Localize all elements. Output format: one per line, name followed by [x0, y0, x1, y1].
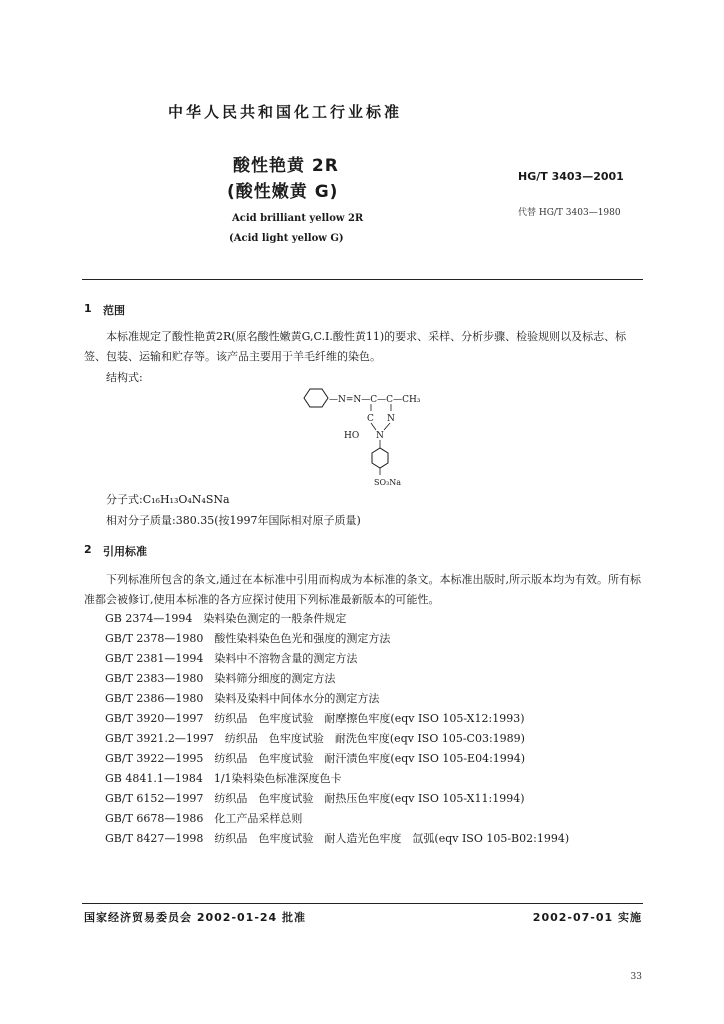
org-title: 中华人民共和国化工行业标准	[168, 103, 403, 121]
reference-item: GB 2374—1994 染料染色测定的一般条件规定	[105, 612, 347, 625]
section1-paragraph: 本标准规定了酸性艳黄2R(原名酸性嫩黄G,C.I.酸性黄11)的要求、采样、分析步骤、检验规则以及标志、标签、包装、运输和贮存等。该产品主要用于羊毛纤维的染色。	[84, 330, 627, 363]
benzene-ring-lower	[372, 448, 388, 468]
standard-code: HG/T 3403—2001	[518, 170, 624, 183]
cn-title-line1: 酸性艳黄 2R	[233, 156, 339, 176]
page-number: 33	[630, 972, 642, 982]
implementation-date: 2002-07-01 实施	[532, 911, 642, 924]
sulfonate-group: SO₃Na	[374, 478, 402, 487]
benzene-ring-left	[304, 389, 328, 407]
molecular-mass: 相对分子质量:380.35(按1997年国际相对原子质量)	[106, 514, 361, 527]
replaces-note: 代替 HG/T 3403—1980	[518, 208, 621, 218]
hydroxyl: HO	[344, 431, 360, 441]
bond-4	[384, 423, 390, 430]
reference-item: GB/T 2378—1980 酸性染料染色色光和强度的测定方法	[105, 632, 391, 645]
section1-number: 1	[84, 302, 92, 315]
ring-nitrogen-2: N	[376, 431, 384, 441]
reference-item: GB/T 3922—1995 纺织品 色牢度试验 耐汗渍色牢度(eqv ISO 105-E04:1994)	[105, 752, 526, 765]
reference-item: GB/T 2386—1980 染料及染料中间体水分的测定方法	[105, 692, 380, 705]
structural-formula	[296, 384, 466, 494]
header-rule	[82, 279, 643, 280]
reference-item: GB/T 2383—1980 染料筛分细度的测定方法	[105, 672, 336, 685]
en-title-line1: Acid brilliant yellow 2R	[232, 213, 364, 224]
footer-rule	[82, 903, 643, 904]
reference-item: GB/T 6678—1986 化工产品采样总则	[105, 812, 303, 825]
section2-number: 2	[84, 543, 92, 556]
structure-label: 结构式:	[106, 371, 143, 384]
bond-3	[371, 423, 376, 430]
ring-carbon: C	[367, 414, 374, 424]
reference-item: GB 4841.1—1984 1/1染料染色标准深度色卡	[105, 772, 342, 785]
reference-item: GB/T 3920—1997 纺织品 色牢度试验 耐摩擦色牢度(eqv ISO 105-X12:1993)	[105, 712, 525, 725]
reference-item: GB/T 2381—1994 染料中不溶物含量的测定方法	[105, 652, 358, 665]
section2-paragraph: 下列标准所包含的条文,通过在本标准中引用而构成为本标准的条文。本标准出版时,所示版本均为有效。所有标准都会被修订,使用本标准的各方应探讨使用下列标准最新版本的可能性。	[84, 573, 641, 606]
molecular-formula: 分子式:C₁₆H₁₃O₄N₄SNa	[106, 493, 230, 506]
reference-item: GB/T 8427—1998 纺织品 色牢度试验 耐人造光色牢度 氙弧(eqv ISO 105-B02:1994)	[105, 832, 570, 845]
approval-date: 国家经济贸易委员会 2002-01-24 批准	[84, 911, 307, 924]
reference-item: GB/T 6152—1997 纺织品 色牢度试验 耐热压色牢度(eqv ISO 105-X11:1994)	[105, 792, 525, 805]
section2-title: 引用标准	[103, 545, 147, 558]
section1-title: 范围	[103, 304, 125, 317]
azo-chain: —N=N—C—C—CH₃	[329, 395, 421, 405]
ring-nitrogen: N	[387, 414, 395, 424]
cn-title-line2: (酸性嫩黄 G)	[227, 182, 339, 202]
en-title-line2: (Acid light yellow G)	[229, 233, 344, 244]
reference-item: GB/T 3921.2—1997 纺织品 色牢度试验 耐洗色牢度(eqv ISO 105-C03:1989)	[105, 732, 525, 745]
